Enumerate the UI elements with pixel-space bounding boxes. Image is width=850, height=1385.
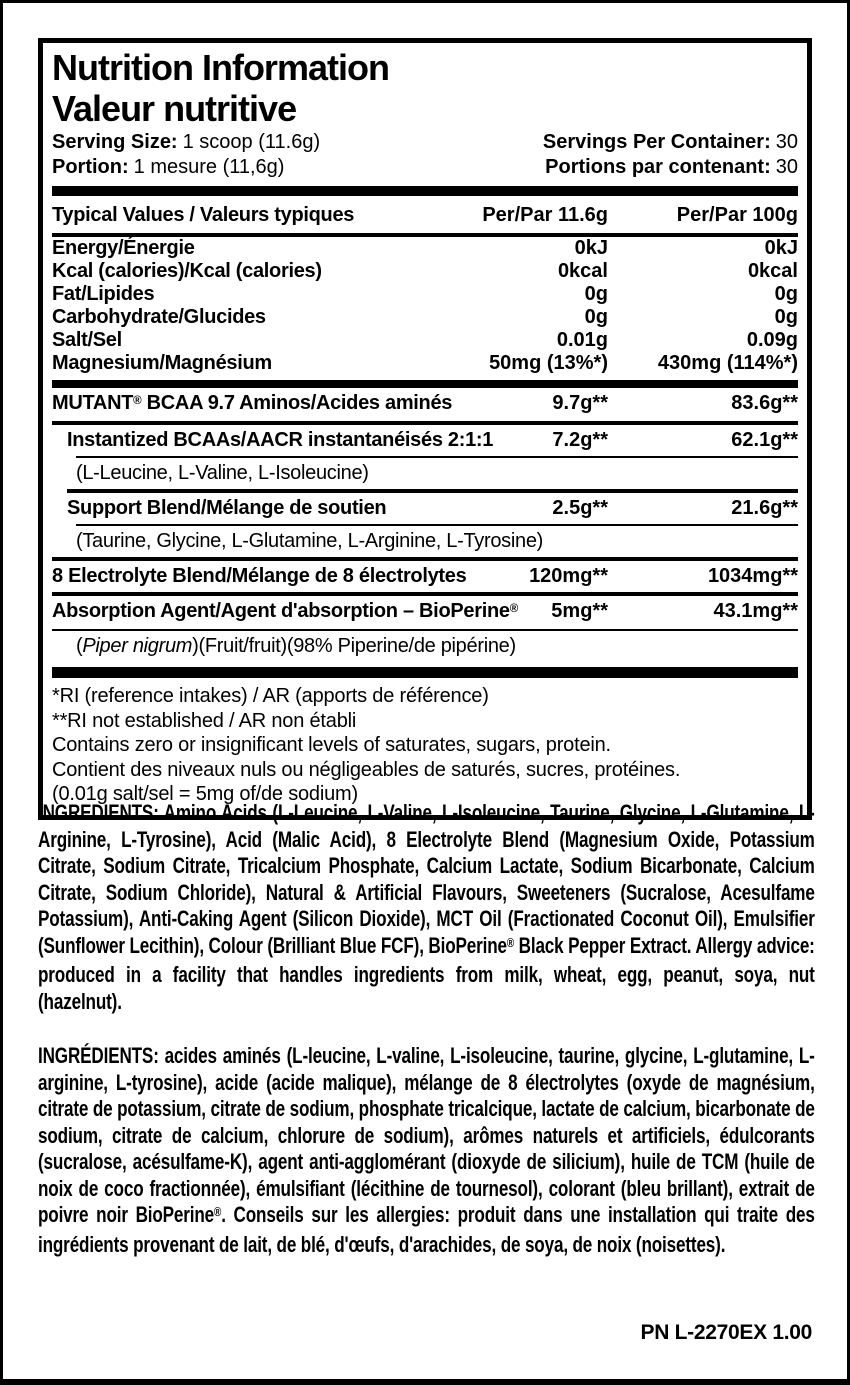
portion-label: Portion: (52, 156, 129, 178)
ingredients-label-fr: INGRÉDIENTS: (38, 1043, 159, 1068)
servings-per-container-value: 30 (775, 131, 798, 153)
footnote-ri: *RI (reference intakes) / AR (apports de référence) (52, 685, 489, 707)
footnotes-block (52, 684, 798, 807)
table-header-row (52, 196, 798, 237)
servings-per-container-block (543, 130, 798, 180)
sub-ingredients-support-blend: (Taurine, Glycine, L-Glutamine, L-Arginine, L-Tyrosine) (76, 530, 544, 552)
nutrient-row-fat: Fat/Lipides 0g 0g (52, 283, 798, 305)
nutrient-row-electrolyte-blend: 8 Electrolyte Blend/Mélange de 8 électrolytes 120mg** 1034mg** (52, 565, 798, 587)
servings-per-container-label: Servings Per Container: (542, 131, 771, 153)
nutrient-row-support-blend: Support Blend/Mélange de soutien 2.5g** 21.6g** (67, 497, 798, 519)
serving-size-line (52, 130, 320, 155)
ingredients-body-en: Amino Acids (L-Leucine, L-Valine, L-Isoleucine, Taurine, Glycine, L-Glutamine, L-Arginine, L-Tyrosine), Acid (Malic Acid), 8 Electrolyte Blend (Magnesium Oxide, Potassium Citrate, Sodium Citrate, Tricalcium Phosphate, Calcium Lactate, Sodium Bicarbonate, Calcium Citrate, Sodium Chloride), Natural & Artificial Flavours, Sweeteners (Sucralose, Acesulfame Potassium), Anti-Caking Agent (Silicon Dioxide), MCT Oil (Fractionated Coconut Oil), Emulsifier (Sunflower Lecithin), Colour (Brilliant Blue FCF), BioPerine® Black Pepper Extract. Allergy advice: produced in a facility that handles ingredients from milk, wheat, egg, peanut, soya, nut (hazelnut). (38, 800, 815, 1014)
portion-value: 1 mesure (11,6g) (133, 156, 285, 178)
nutrient-row-salt: Salt/Sel 0.01g 0.09g (52, 329, 798, 351)
ingredients-paragraph-en (38, 800, 815, 1015)
portions-par-contenant-label: Portions par contenant: (545, 156, 771, 178)
thick-divider (52, 667, 798, 678)
portion-line (52, 155, 320, 180)
ingredients-body-fr: acides aminés (L-leucine, L-valine, L-isoleucine, taurine, glycine, L-glutamine, L-arginine, L-tyrosine), acide (acide malique), mélange de 8 électrolytes (oxyde de magnésium, citrate de potassium, citrate de sodium, phosphate tricalcique, lactate de calcium, bicarbonate de sodium, citrate de calcium, chlorure de sodium), arômes naturels et artificiels, édulcorants (sucralose, acésulfame-K), agent anti-agglomérant (dioxyde de silicium), huile de TCM (huile de noix de coco fractionnée), émulsifiant (lécithine de tournesol), colorant (bleu brillant), extrait de poivre noir BioPerine®. Conseils sur les allergies: produit dans une installation qui traite des ingrédients provenant de lait, de blé, d'œufs, d'arachides, de soya, de noix (noisettes). (38, 1043, 815, 1257)
servings-per-container-line (543, 130, 798, 155)
nutrient-row-energy: Energy/Énergie 0kJ 0kJ (52, 237, 798, 259)
ingredients-paragraph-fr (38, 1043, 815, 1258)
nutrient-row-mutant-bcaa: MUTANT® BCAA 9.7 Aminos/Acides aminés 9.7g** 83.6g** (52, 392, 798, 414)
nutrient-row-magnesium: Magnesium/Magnésium 50mg (13%*) 430mg (114%*) (52, 352, 798, 374)
sub-ingredients-bcaa: (L-Leucine, L-Valine, L-Isoleucine) (76, 462, 369, 484)
serving-size-value: 1 scoop (11.6g) (182, 131, 321, 153)
nutrient-row-instantized-bcaas: Instantized BCAAs/AACR instantanéisés 2:1:1 7.2g** 62.1g** (67, 429, 798, 451)
ingredients-label-en: INGREDIENTS: (38, 800, 159, 825)
thick-divider (52, 380, 798, 388)
header-per-serving: Per/Par 11.6g (482, 204, 608, 226)
part-number-code: PN L-2270EX 1.00 (640, 1321, 812, 1344)
nutrient-row-absorption-agent: Absorption Agent/Agent d'absorption – BioPerine® 5mg** 43.1mg** (52, 600, 798, 622)
serving-info (52, 130, 798, 180)
serving-size-block (52, 130, 320, 180)
nutrient-row-carbohydrate: Carbohydrate/Glucides 0g 0g (52, 306, 798, 328)
header-typical-values: Typical Values / Valeurs typiques (52, 204, 355, 226)
panel-title-fr: Valeur nutritive (52, 88, 297, 129)
portions-par-contenant-line (543, 155, 798, 180)
footnote-ri-not-established: **RI not established / AR non établi (52, 709, 357, 732)
portions-par-contenant-value: 30 (775, 156, 798, 178)
latin-name: Piper nigrum (82, 635, 193, 657)
header-per-100g: Per/Par 100g (676, 204, 798, 226)
serving-size-label: Serving Size: (52, 131, 178, 153)
panel-title-en: Nutrition Information (52, 47, 389, 88)
thick-divider (52, 186, 798, 196)
footnote-contains-en: Contains zero or insignificant levels of saturates, sugars, protein. (52, 734, 611, 756)
footnote-contains-fr: Contient des niveaux nuls ou négligeables de saturés, sucres, protéines. (52, 758, 681, 781)
nutrient-row-kcal: Kcal (calories)/Kcal (calories) 0kcal 0kcal (52, 260, 798, 282)
nutrition-facts-panel (38, 38, 812, 820)
sub-ingredients-bioperine: (Piper nigrum)(Fruit/fruit)(98% Piperine/de pipérine) (76, 635, 516, 657)
footnote-salt-sodium: (0.01g salt/sel = 5mg of/de sodium) (52, 783, 358, 805)
